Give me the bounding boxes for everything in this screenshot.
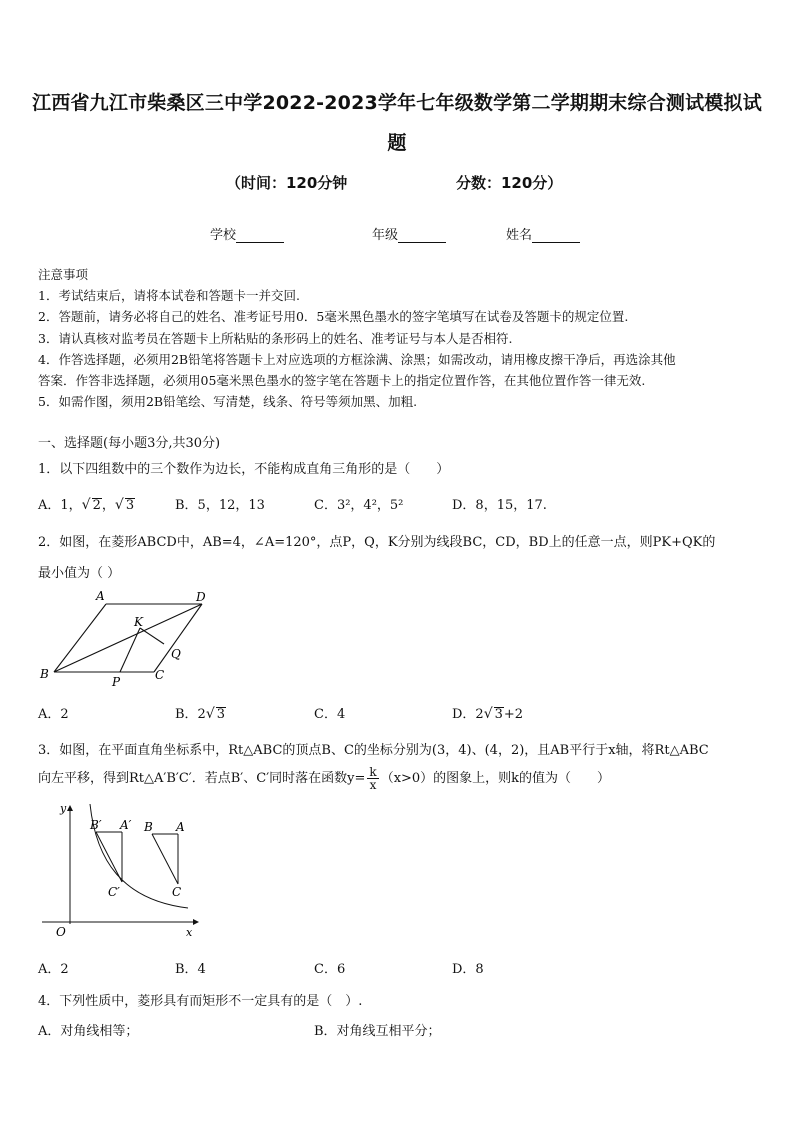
vertex-B-label: B (40, 667, 49, 681)
q2-option-b[interactable]: B．2√ 3 (175, 706, 226, 722)
exam-time: （时间：120分钟 (226, 174, 348, 192)
notes-block (38, 264, 758, 412)
q1-option-c[interactable]: C．3²，4²，5² (314, 498, 404, 513)
school-field[interactable] (210, 224, 284, 243)
name-field[interactable] (506, 224, 580, 243)
point-C-label: C (172, 885, 182, 899)
q4-text: 4．下列性质中，菱形具有而矩形不一定具有的是（ ）. (38, 994, 363, 1009)
point-A-prime-label: A′ (120, 818, 132, 832)
vertex-D-label: D (196, 590, 206, 604)
q2-text-line2: 最小值为（ ） (38, 566, 121, 581)
notes-heading: 注意事项 (38, 267, 89, 282)
q1-option-b[interactable]: B．5，12，13 (175, 498, 265, 513)
fraction-numerator: k (369, 765, 377, 779)
note-item: 4．作答选择题，必须用2B铅笔将答题卡上对应选项的方框涂满、涂黑；如需改动，请用橡皮擦干净后，再选涂其他 (38, 351, 676, 367)
q1-a-label: A．1， (38, 498, 82, 513)
point-K-label: K (134, 615, 143, 629)
point-P-label: P (112, 675, 121, 689)
name-blank[interactable] (532, 230, 580, 243)
q3-text-line2 (38, 766, 758, 791)
q4-option-b[interactable]: B．对角线互相平分； (314, 1024, 441, 1039)
note-item: 答案．作答非选择题，必须用05毫米黑色墨水的签字笔在答题卡上的指定位置作答，在其他位置作答一律无效. (38, 373, 646, 389)
note-item: 5．如需作图，须用2B铅笔绘、写清楚，线条、符号等须加黑、加粗. (38, 394, 418, 410)
exam-title-line1: 江西省九江市柴桑区三中学2022-2023学年七年级数学第二学期期末综合测试模拟试 (32, 92, 762, 114)
name-label: 姓名 (506, 228, 533, 243)
q3-line2-pre: 向左平移，得到Rt△A′B′C′．若点B′、C′同时落在函数y= (38, 771, 366, 786)
q1-option-a[interactable]: A．1，√ 2，√ 3 (38, 497, 135, 513)
q1-a-root2: 3 (125, 498, 135, 513)
q3-option-c[interactable]: C．6 (314, 962, 346, 977)
origin-label: O (56, 925, 66, 939)
q2-text-line1: 2．如图，在菱形ABCD中，AB=4，∠A=120°，点P，Q，K分别为线段BC，CD，BD上的任意一点，则PK+QK的 (38, 535, 716, 550)
x-axis-label: x (186, 926, 193, 939)
point-Q-label: Q (171, 647, 181, 661)
rhombus-figure (34, 586, 214, 690)
grade-blank[interactable] (398, 230, 446, 243)
q3-text-line1: 3．如图，在平面直角坐标系中，Rt△ABC的顶点B、C的坐标分别为(3，4)、(4，2)，且AB平行于x轴，将Rt△ABC (38, 743, 709, 758)
q2-option-d[interactable]: D．2√ 3+2 (452, 706, 524, 722)
q2-d-root: 3 (494, 707, 503, 722)
exam-score: 分数：120分） (456, 174, 563, 192)
point-B-label: B (144, 820, 153, 834)
section-heading: 一、选择题(每小题3分,共30分) (38, 436, 221, 451)
coordinate-figure (38, 800, 208, 950)
school-blank[interactable] (236, 230, 284, 243)
q3-line2-post: （x>0）的图象上，则k的值为（ ） (380, 771, 611, 786)
grade-label: 年级 (372, 228, 399, 243)
q4-option-a[interactable]: A．对角线相等； (38, 1024, 139, 1039)
note-item: 2．答题前，请务必将自己的姓名、准考证号用0．5毫米黑色墨水的签字笔填写在试卷及答题卡的规定位置. (38, 309, 629, 325)
k-over-x-fraction (367, 766, 378, 791)
grade-field[interactable] (372, 224, 446, 243)
fraction-denominator: x (369, 778, 377, 792)
q2-option-a[interactable]: A．2 (38, 707, 69, 722)
y-axis-label: y (60, 802, 67, 815)
q3-option-a[interactable]: A．2 (38, 962, 69, 977)
q2-b-label: B．2 (175, 707, 206, 722)
point-C-prime-label: C′ (108, 885, 120, 899)
vertex-C-label: C (155, 668, 165, 682)
q3-option-b[interactable]: B．4 (175, 962, 206, 977)
q2-d-tail: +2 (503, 707, 524, 722)
vertex-A-label: A (96, 589, 105, 603)
note-item: 1．考试结束后，请将本试卷和答题卡一并交回. (38, 288, 300, 304)
q1-a-root1: 2 (92, 498, 101, 513)
note-item: 3．请认真核对监考员在答题卡上所粘贴的条形码上的姓名、准考证号与本人是否相符. (38, 330, 513, 346)
school-label: 学校 (210, 228, 237, 243)
q3-option-d[interactable]: D．8 (452, 962, 484, 977)
q2-option-c[interactable]: C．4 (314, 707, 346, 722)
q1-option-d[interactable]: D．8，15，17. (452, 498, 547, 513)
q2-d-label: D．2 (452, 707, 484, 722)
q2-b-root: 3 (216, 707, 226, 722)
q1-text: 1．以下四组数中的三个数作为边长，不能构成直角三角形的是（ ） (38, 462, 450, 477)
exam-title-line2: 题 (387, 132, 407, 154)
point-A-label: A (176, 820, 185, 834)
point-B-prime-label: B′ (90, 818, 102, 832)
